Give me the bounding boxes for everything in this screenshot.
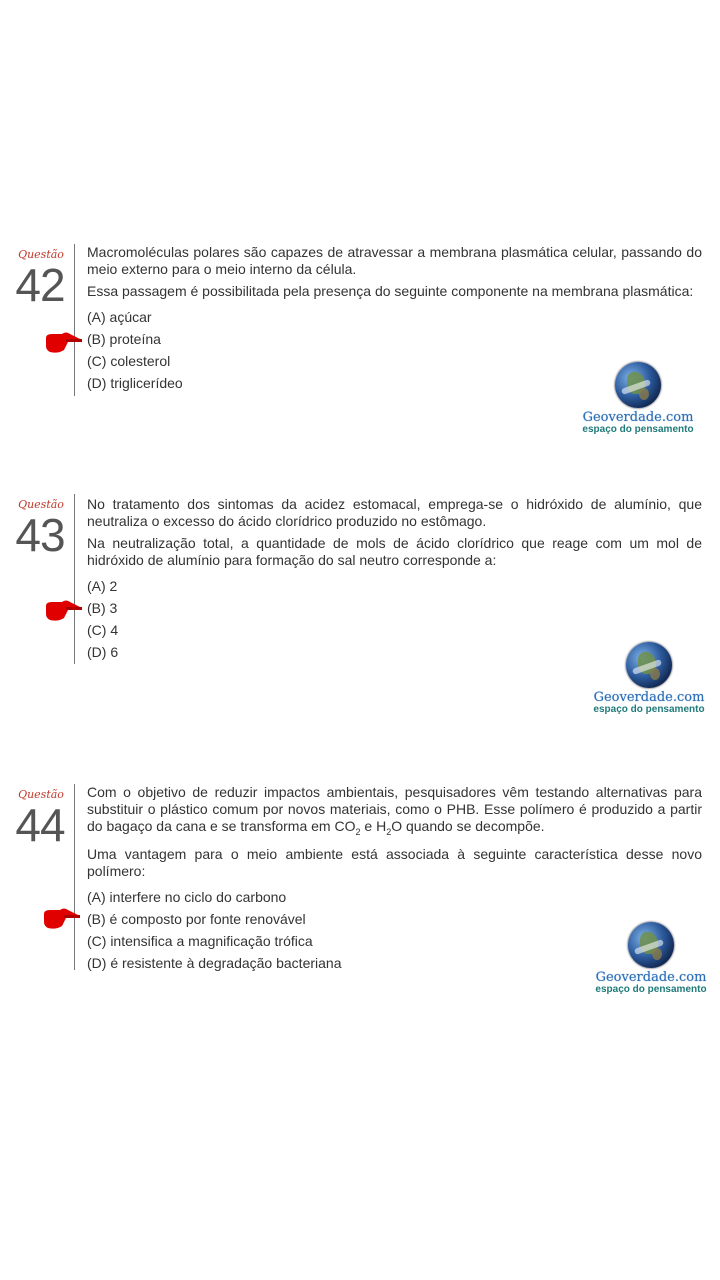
globe-icon [615, 362, 661, 408]
option-c[interactable]: (C) intensifica a magnificação trófica [87, 932, 313, 949]
question-number: 42 [15, 259, 65, 311]
pointing-hand-icon [44, 330, 84, 354]
option-a[interactable]: (A) interfere no ciclo do carbono [87, 888, 287, 905]
option-b[interactable]: (B) proteína [87, 331, 161, 347]
text-part: Com o objetivo de reduzir impactos ambientais, pesquisadores vêm testando alternativas para substituir o plástico comum por novos materiais, como o PHB. Esse polímero é produzido a partir do bagaço da cana e se transforma em CO [87, 784, 702, 834]
option-d[interactable]: (D) 6 [87, 644, 119, 660]
question-label: Questão [18, 248, 64, 261]
site-logo [584, 642, 714, 715]
option-d[interactable]: (D) é resistente à degradação bacteriana [87, 954, 342, 971]
question-prompt: Uma vantagem para o meio ambiente está associada à seguinte característica desse novo polímero: [87, 845, 702, 879]
question-text: No tratamento dos sintomas da acidez estomacal, emprega-se o hidróxido de alumínio, que neutraliza o excesso do ácido clorídrico produzido no estômago. [87, 496, 702, 529]
site-logo [586, 922, 716, 995]
option-b[interactable]: (B) 3 [87, 600, 118, 616]
question-number: 43 [15, 509, 65, 561]
option-b[interactable]: (B) é composto por fonte renovável [87, 910, 306, 927]
option-c[interactable]: (C) 4 [87, 622, 119, 638]
text-part: e H [360, 818, 387, 834]
question-label: Questão [18, 788, 64, 801]
option-a[interactable]: (A) açúcar [87, 309, 152, 325]
question-prompt: Essa passagem é possibilitada pela presença do seguinte componente na membrana plasmática: [87, 283, 694, 299]
logo-title: Geoverdade.com [582, 410, 694, 425]
question-body [87, 496, 702, 663]
logo-subtitle: espaço do pensamento [582, 424, 694, 435]
question-number: 44 [15, 799, 65, 851]
site-logo [573, 362, 703, 435]
divider [74, 784, 75, 970]
option-d[interactable]: (D) triglicerídeo [87, 375, 183, 391]
globe-icon [626, 642, 672, 688]
question-label: Questão [18, 498, 64, 511]
logo-subtitle: espaço do pensamento [595, 984, 707, 995]
logo-subtitle: espaço do pensamento [593, 704, 705, 715]
subscript: 2 [386, 826, 392, 837]
pointing-hand-icon [44, 598, 84, 622]
question-text [87, 784, 702, 841]
option-c[interactable]: (C) colesterol [87, 353, 171, 369]
logo-title: Geoverdade.com [593, 690, 705, 705]
question-prompt: Na neutralização total, a quantidade de mols de ácido clorídrico que reage com um mol de hidróxido de alumínio para formação do sal neutro corresponde a: [87, 535, 702, 568]
divider [74, 244, 75, 396]
text-part: O quando se decompõe. [391, 818, 545, 834]
divider [74, 494, 75, 664]
logo-title: Geoverdade.com [595, 970, 707, 985]
subscript: 2 [355, 826, 361, 837]
question-text: Macromoléculas polares são capazes de atravessar a membrana plasmática celular, passando do meio externo para o meio interno da célula. [87, 244, 702, 277]
globe-icon [628, 922, 674, 968]
option-a[interactable]: (A) 2 [87, 578, 118, 594]
pointing-hand-icon [42, 906, 82, 930]
